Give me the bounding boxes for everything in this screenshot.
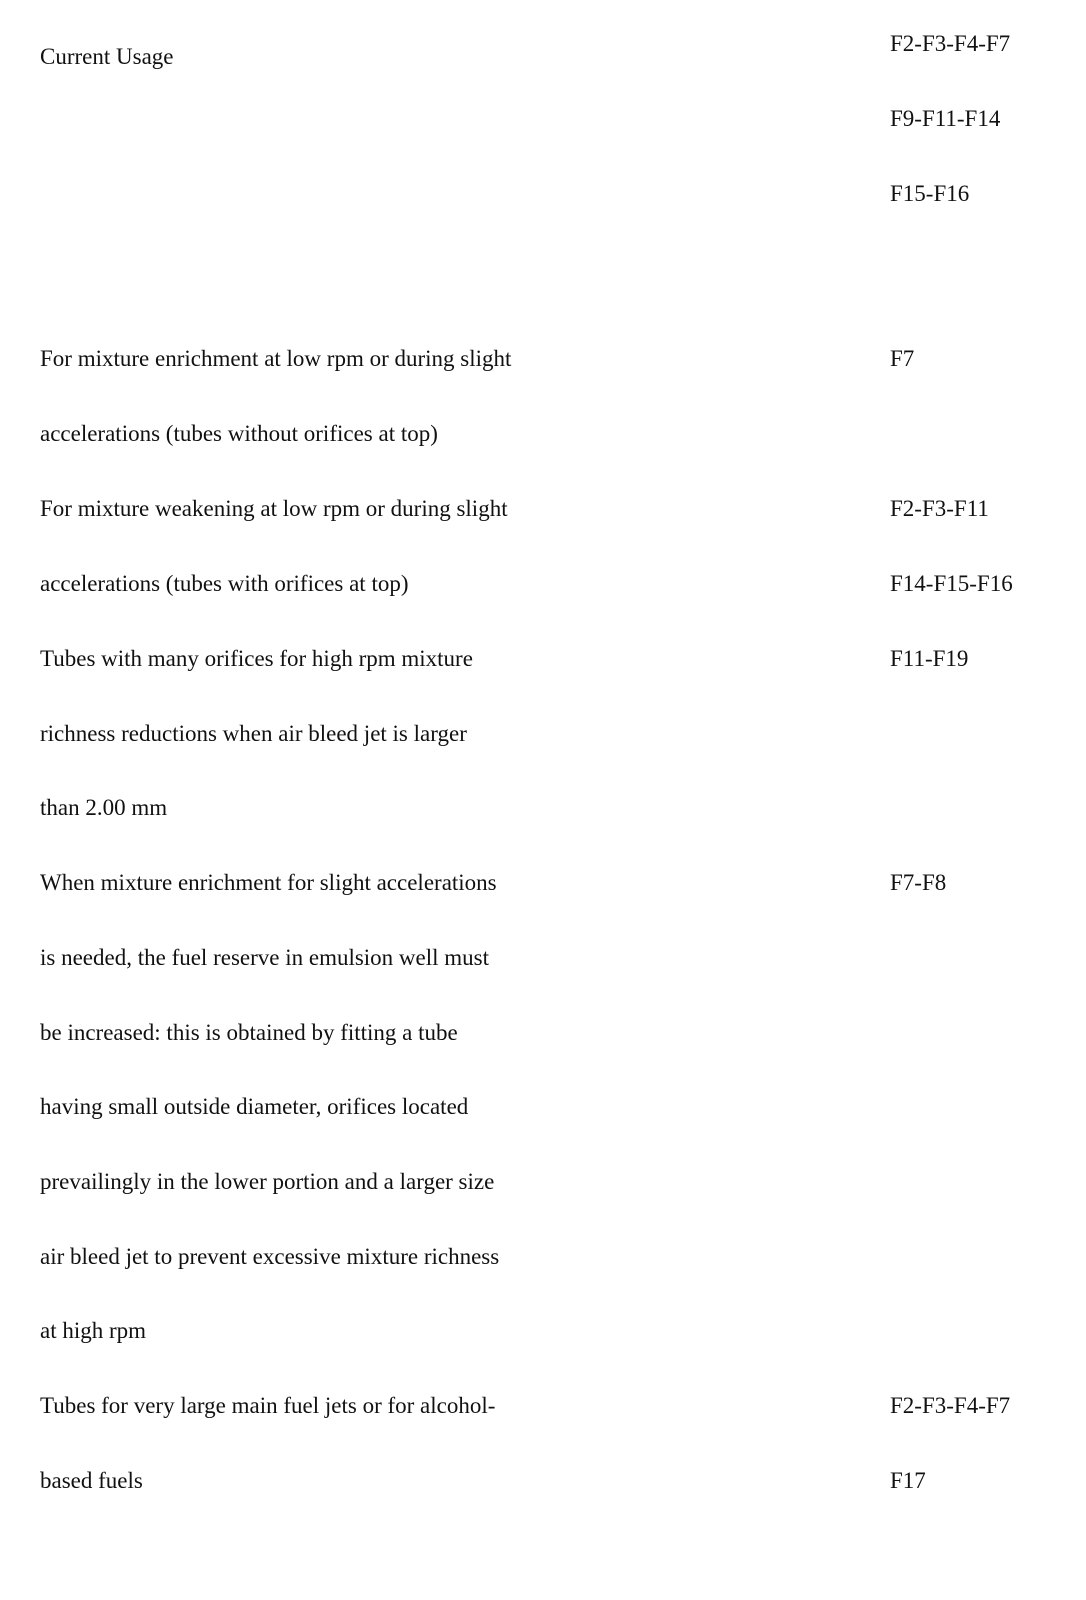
row-text-line: based fuels (40, 1468, 143, 1493)
row-text-line: For mixture enrichment at low rpm or during slight (40, 346, 512, 371)
row-text-line: at high rpm (40, 1318, 147, 1343)
row-code: F2-F3-F11 (890, 496, 989, 521)
row-text-line: than 2.00 mm (40, 795, 168, 820)
usage-code: F15-F16 (890, 181, 970, 206)
row-text-line: accelerations (tubes with orifices at top) (40, 571, 409, 596)
row-text-line: accelerations (tubes without orifices at top) (40, 421, 438, 446)
row-text-line: Tubes with many orifices for high rpm mixture (40, 646, 473, 671)
current-usage-label: Current Usage (40, 44, 174, 69)
row-code: F7-F8 (890, 870, 947, 895)
row-text-line: be increased: this is obtained by fitting a tube (40, 1020, 458, 1045)
row-text-line: having small outside diameter, orifices located (40, 1094, 469, 1119)
row-text-line: richness reductions when air bleed jet is larger (40, 721, 467, 746)
row-text-line: Tubes for very large main fuel jets or for alcohol- (40, 1393, 496, 1418)
row-text-line: air bleed jet to prevent excessive mixture richness (40, 1244, 500, 1269)
row-text-line: When mixture enrichment for slight accelerations (40, 870, 497, 895)
usage-code: F9-F11-F14 (890, 106, 1001, 131)
usage-code: F2-F3-F4-F7 (890, 31, 1011, 56)
row-code: F14-F15-F16 (890, 571, 1013, 596)
row-text-line: is needed, the fuel reserve in emulsion well must (40, 945, 490, 970)
row-code: F17 (890, 1468, 926, 1493)
row-code: F2-F3-F4-F7 (890, 1393, 1011, 1418)
row-text-line: prevailingly in the lower portion and a larger size (40, 1169, 495, 1194)
row-code: F7 (890, 346, 915, 371)
row-text-line: For mixture weakening at low rpm or during slight (40, 496, 508, 521)
row-code: F11-F19 (890, 646, 969, 671)
